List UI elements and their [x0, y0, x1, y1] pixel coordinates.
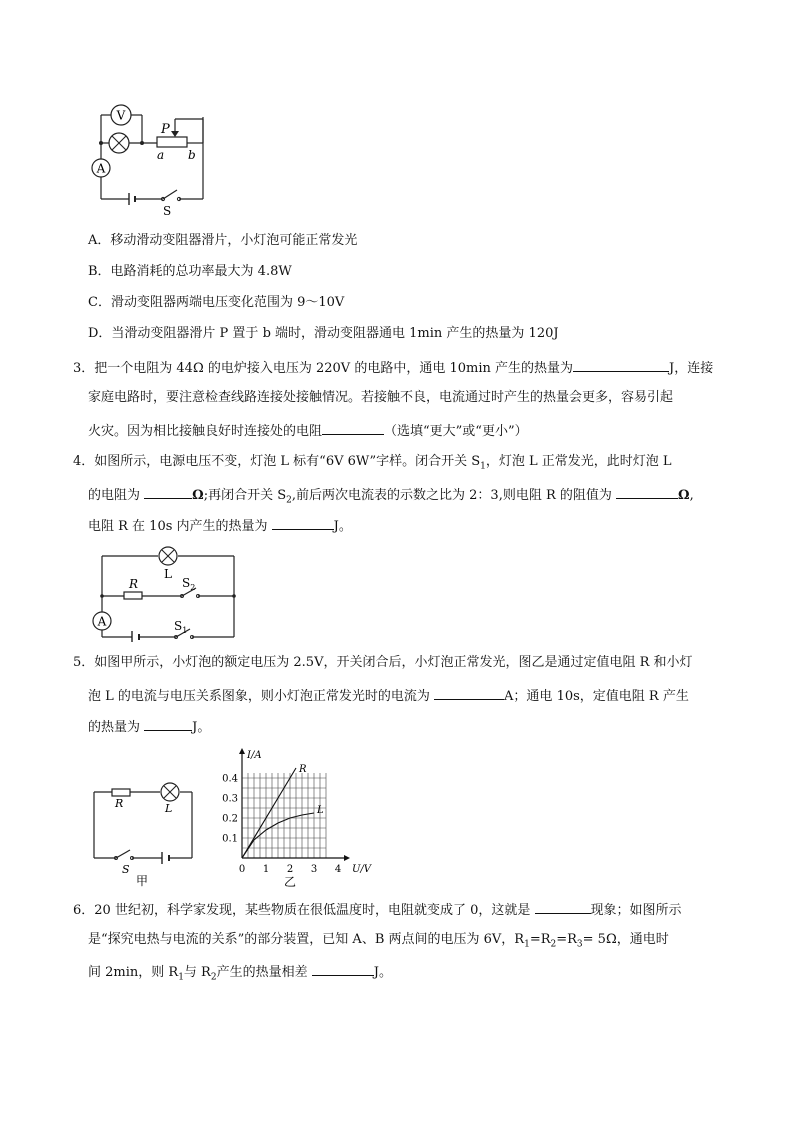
- y-axis-arrow: [239, 748, 245, 754]
- option-a: A．移动滑动变阻器滑片，小灯泡可能正常发光: [88, 233, 358, 248]
- x-axis-arrow: [344, 855, 350, 861]
- series-label-L: L: [317, 805, 324, 816]
- end-a-label: a: [157, 148, 165, 162]
- y-axis-label: I/A: [247, 750, 262, 761]
- x-tick-label: 4: [334, 864, 342, 875]
- y-tick-label: 0.2: [222, 813, 238, 825]
- q4-blank-1[interactable]: [144, 484, 192, 499]
- option-d: D．当滑动变阻器滑片 P 置于 b 端时，滑动变阻器通电 1min 产生的热量为 120J: [88, 326, 559, 341]
- slider-label: P: [161, 122, 170, 137]
- q3-blank-1[interactable]: [573, 357, 669, 372]
- y-tick-label: 0.4: [222, 773, 238, 785]
- ammeter-label: A: [97, 614, 107, 629]
- x-tick-label: 2: [286, 864, 294, 875]
- q5-line1: 5．如图甲所示，小灯泡的额定电压为 2.5V，开关闭合后，小灯泡正常发光，图乙是通过定值电阻 R 和小灯: [73, 655, 693, 670]
- option-c: C．滑动变阻器两端电压变化范围为 9～10V: [88, 295, 345, 310]
- q3-line3: 火灾。因为相比接触良好时连接处的电阻 （选填“更大”或“更小”）: [88, 420, 528, 442]
- q6-blank-1[interactable]: [535, 899, 591, 914]
- q5-blank-1[interactable]: [434, 685, 504, 700]
- x-axis-label: U/V: [352, 864, 372, 875]
- option-b: B．电路消耗的总功率最大为 4.8W: [88, 264, 292, 279]
- circuit-figure-jia: [88, 778, 198, 888]
- q4-line1: 4．如图所示，电源电压不变，灯泡 L 标有“6V 6W”字样。闭合开关 $S_1$，灯泡 L 正常发光，此时灯泡 L: [73, 454, 672, 472]
- q3-line1: 3．把一个电阻为 44Ω 的电炉接入电压为 220V 的电路中，通电 10min 产生的热量为 J，连接: [73, 357, 713, 379]
- lamp-label: L: [164, 567, 172, 581]
- x-tick-label: 3: [310, 864, 318, 875]
- q4-line2: 的电阻为 Ω;再闭合开关 $S_2$,前后两次电流表的示数之比为 2：3,则电阻 R 的阻值为 Ω,: [88, 484, 694, 511]
- series-line-R: [242, 768, 296, 858]
- resistor-label: R: [115, 797, 124, 810]
- lamp-label: L: [165, 802, 173, 815]
- q4-blank-2[interactable]: [616, 484, 678, 499]
- x-tick-label: 1: [262, 864, 270, 875]
- circuit-figure-q2: [85, 100, 215, 220]
- series-label-R: R: [299, 764, 307, 775]
- q6-line2: 是“探究电热与电流的关系”的部分装置，已知 A、B 两点间的电压为 6V，$R_1=R_2=R_3= 5\Omega$，通电时: [88, 932, 669, 950]
- x-tick-label: 0: [238, 864, 246, 875]
- figure-caption-jia: 甲: [136, 874, 149, 888]
- iu-chart: [222, 742, 372, 892]
- y-tick-label: 0.3: [222, 793, 238, 805]
- q3-line2: 家庭电路时，要注意检查线路连接处接触情况。若接触不良，电流通过时产生的热量会更多，容易引起: [88, 390, 674, 405]
- switch-label: S: [122, 863, 130, 876]
- q4-blank-3[interactable]: [272, 515, 334, 530]
- ammeter-label: A: [96, 161, 106, 176]
- switch1-label: $S_1$: [174, 619, 188, 635]
- end-b-label: b: [188, 148, 196, 162]
- q5-line3: 的热量为 J。: [88, 716, 210, 738]
- q3-blank-2[interactable]: [322, 420, 384, 435]
- resistor-label: R: [129, 577, 139, 591]
- circuit-figure-q4: [88, 540, 240, 642]
- voltmeter-label: V: [116, 108, 126, 123]
- switch2-label: $S_2$: [182, 576, 196, 592]
- q5-line2: 泡 L 的电流与电压关系图象，则小灯泡正常发光时的电流为 A；通电 10s，定值电阻 R 产生: [88, 685, 689, 707]
- q4-line3: 电阻 R 在 10s 内产生的热量为 J。: [88, 515, 352, 537]
- figure-caption-yi: 乙: [283, 875, 297, 889]
- y-tick-label: 0.1: [222, 833, 238, 845]
- q6-line1: 6．20 世纪初，科学家发现，某些物质在很低温度时，电阻就变成了 0，这就是 现象；如图所示: [73, 899, 682, 921]
- q6-blank-2[interactable]: [312, 961, 374, 976]
- q5-blank-2[interactable]: [144, 716, 192, 731]
- q6-line3: 间 2min，则 $R_1$与 $R_2$产生的热量相差 J。: [88, 961, 392, 988]
- switch-label: S: [163, 204, 172, 218]
